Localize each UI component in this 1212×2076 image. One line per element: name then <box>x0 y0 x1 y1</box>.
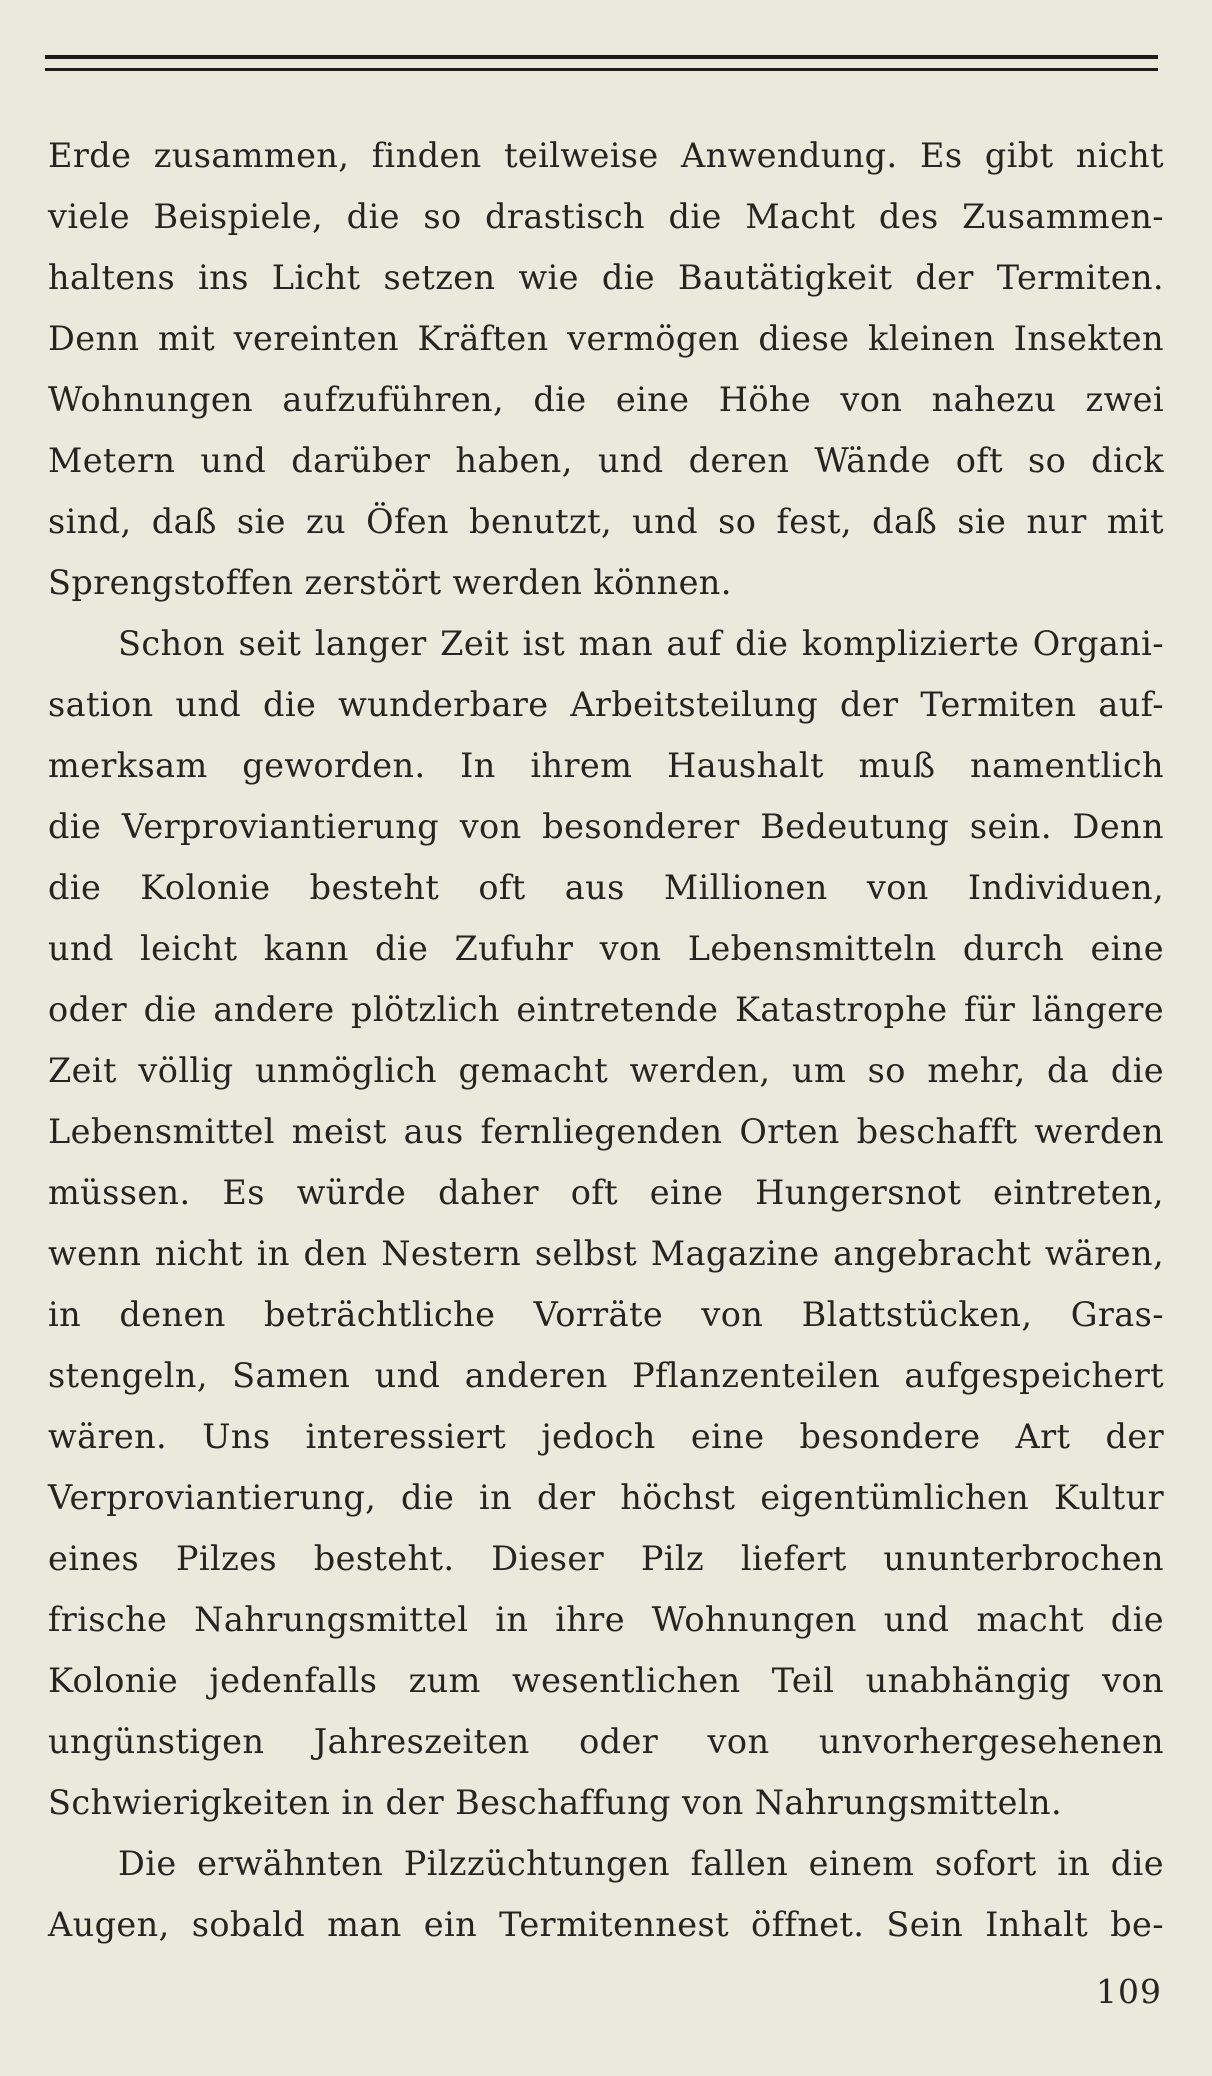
text-line: Lebensmittel meist aus fernliegenden Orten beschafft werden <box>48 1112 1164 1151</box>
text-line: frische Nahrungsmittel in ihre Wohnungen und macht die <box>48 1600 1164 1639</box>
text-line: Wohnungen aufzuführen, die eine Höhe von nahezu zwei <box>48 380 1164 419</box>
text-line: Schon seit langer Zeit ist man auf die komplizierte Organi- <box>118 624 1164 663</box>
text-line: ungünstigen Jahreszeiten oder von unvorhergesehenen <box>48 1722 1164 1761</box>
text-line: Verproviantierung, die in der höchst eigentümlichen Kultur <box>48 1478 1164 1517</box>
text-line: sation und die wunderbare Arbeitsteilung der Termiten auf- <box>48 685 1164 724</box>
header-rule-thin <box>45 68 1158 71</box>
text-line: und leicht kann die Zufuhr von Lebensmitteln durch eine <box>48 929 1164 968</box>
text-line: Metern und darüber haben, und deren Wände oft so dick <box>48 441 1164 480</box>
text-line: oder die andere plötzlich eintretende Katastrophe für längere <box>48 990 1164 1029</box>
header-rule-thick <box>45 55 1158 59</box>
text-line: stengeln, Samen und anderen Pflanzenteilen aufgespeichert <box>48 1356 1164 1395</box>
body-text <box>48 125 1164 1955</box>
text-line: merksam geworden. In ihrem Haushalt muß namentlich <box>48 746 1164 785</box>
text-line: Sprengstoffen zerstört werden können. <box>48 563 732 602</box>
text-line: Augen, sobald man ein Termitennest öffnet. Sein Inhalt be- <box>48 1905 1164 1944</box>
page-number: 109 <box>1096 1972 1162 2011</box>
text-line: Denn mit vereinten Kräften vermögen diese kleinen Insekten <box>48 319 1164 358</box>
text-line: Zeit völlig unmöglich gemacht werden, um so mehr, da die <box>48 1051 1164 1090</box>
paragraph-2 <box>48 613 1164 1833</box>
text-line: eines Pilzes besteht. Dieser Pilz liefert ununterbrochen <box>48 1539 1164 1578</box>
text-line: wenn nicht in den Nestern selbst Magazine angebracht wären, <box>48 1234 1164 1273</box>
text-line: in denen beträchtliche Vorräte von Blattstücken, Gras- <box>48 1295 1164 1334</box>
text-line: viele Beispiele, die so drastisch die Macht des Zusammen- <box>48 197 1164 236</box>
text-line: haltens ins Licht setzen wie die Bautätigkeit der Termiten. <box>48 258 1164 297</box>
text-line: sind, daß sie zu Öfen benutzt, und so fest, daß sie nur mit <box>48 502 1164 541</box>
paragraph-3 <box>48 1833 1164 1955</box>
text-line: die Verproviantierung von besonderer Bedeutung sein. Denn <box>48 807 1164 846</box>
text-line: Die erwähnten Pilzzüchtungen fallen einem sofort in die <box>118 1844 1164 1883</box>
paragraph-1 <box>48 125 1164 613</box>
text-line: Erde zusammen, finden teilweise Anwendung. Es gibt nicht <box>48 136 1164 175</box>
text-line: die Kolonie besteht oft aus Millionen von Individuen, <box>48 868 1164 907</box>
text-line: Schwierigkeiten in der Beschaffung von Nahrungsmitteln. <box>48 1783 1063 1822</box>
text-line: Kolonie jedenfalls zum wesentlichen Teil unabhängig von <box>48 1661 1164 1700</box>
text-line: müssen. Es würde daher oft eine Hungersnot eintreten, <box>48 1173 1164 1212</box>
text-line: wären. Uns interessiert jedoch eine besondere Art der <box>48 1417 1164 1456</box>
